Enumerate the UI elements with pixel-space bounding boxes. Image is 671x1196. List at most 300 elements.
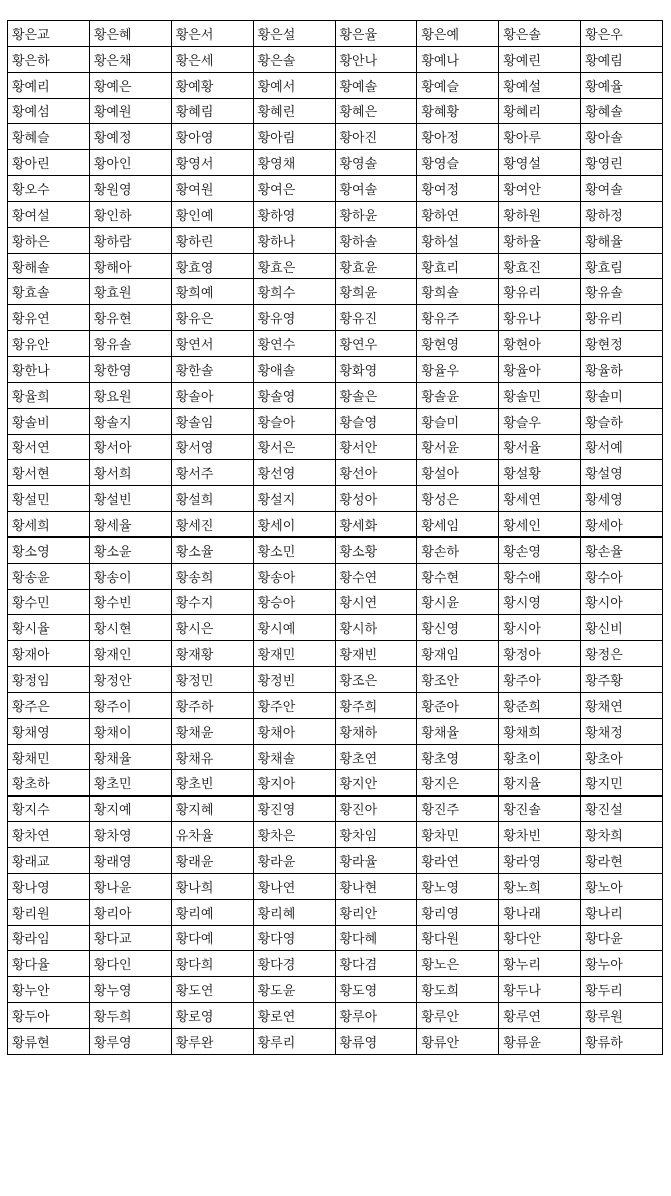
name-cell: 황은세 — [171, 46, 253, 72]
name-cell: 황차연 — [8, 822, 90, 848]
name-cell: 황서율 — [499, 434, 581, 460]
name-cell: 황율아 — [499, 356, 581, 382]
name-cell: 황차은 — [253, 822, 335, 848]
name-cell: 황다율 — [8, 951, 90, 977]
name-cell: 황시영 — [499, 589, 581, 615]
name-cell: 황손하 — [417, 537, 499, 563]
name-cell: 황노아 — [581, 873, 663, 899]
name-cell: 황예솔 — [335, 72, 417, 98]
name-cell: 황하영 — [253, 201, 335, 227]
name-cell: 황류현 — [8, 1028, 90, 1054]
name-cell: 황효윤 — [335, 253, 417, 279]
name-cell: 황요원 — [89, 382, 171, 408]
name-cell: 황여원 — [171, 176, 253, 202]
name-cell: 황세연 — [499, 486, 581, 512]
name-cell: 황유솔 — [581, 279, 663, 305]
name-cell: 황송희 — [171, 563, 253, 589]
name-cell: 황은하 — [8, 46, 90, 72]
name-cell: 황솔미 — [581, 382, 663, 408]
table-row — [8, 176, 663, 202]
table-row — [8, 46, 663, 72]
name-cell: 황율하 — [581, 356, 663, 382]
name-cell: 황초영 — [417, 744, 499, 770]
table-row — [8, 460, 663, 486]
name-cell: 황애솔 — [253, 356, 335, 382]
name-cell: 황두희 — [89, 1003, 171, 1029]
name-cell: 황아정 — [417, 124, 499, 150]
name-cell: 황아루 — [499, 124, 581, 150]
name-cell: 황시윤 — [417, 589, 499, 615]
table-row — [8, 227, 663, 253]
name-cell: 황소율 — [171, 537, 253, 563]
name-cell: 황채유 — [171, 744, 253, 770]
name-cell: 황하설 — [417, 227, 499, 253]
name-cell: 황수빈 — [89, 589, 171, 615]
table-row — [8, 253, 663, 279]
name-cell: 황도윤 — [253, 977, 335, 1003]
name-cell: 황화영 — [335, 356, 417, 382]
name-cell: 황하은 — [8, 227, 90, 253]
name-cell: 황시은 — [171, 615, 253, 641]
name-cell: 황주아 — [499, 667, 581, 693]
name-cell: 황은솔 — [253, 46, 335, 72]
name-cell: 황예리 — [8, 72, 90, 98]
name-cell: 황서은 — [253, 434, 335, 460]
name-cell: 황소황 — [335, 537, 417, 563]
name-cell: 황슬영 — [335, 408, 417, 434]
name-cell: 황혜리 — [499, 98, 581, 124]
name-cell: 황류영 — [335, 1028, 417, 1054]
name-cell: 황수애 — [499, 563, 581, 589]
name-cell: 황설희 — [171, 486, 253, 512]
name-cell: 황신영 — [417, 615, 499, 641]
name-cell: 황하연 — [417, 201, 499, 227]
name-cell: 황유연 — [8, 305, 90, 331]
name-cell: 황효진 — [499, 253, 581, 279]
name-cell: 황한솔 — [171, 356, 253, 382]
table-row — [8, 21, 663, 47]
name-cell: 황루아 — [335, 1003, 417, 1029]
table-row — [8, 279, 663, 305]
name-cell: 황도희 — [417, 977, 499, 1003]
name-cell: 황한영 — [89, 356, 171, 382]
name-cell: 황은혜 — [89, 21, 171, 47]
name-cell: 황은율 — [335, 21, 417, 47]
name-cell: 황채율 — [417, 718, 499, 744]
name-cell: 황해아 — [89, 253, 171, 279]
name-sheet — [7, 20, 663, 1055]
name-cell: 황리예 — [171, 899, 253, 925]
name-cell: 황시현 — [89, 615, 171, 641]
name-cell: 황원영 — [89, 176, 171, 202]
name-cell: 황나래 — [499, 899, 581, 925]
table-row — [8, 1003, 663, 1029]
name-cell: 황희수 — [253, 279, 335, 305]
name-cell: 황루원 — [581, 1003, 663, 1029]
table-row — [8, 848, 663, 874]
name-cell: 황채영 — [8, 718, 90, 744]
table-row — [8, 356, 663, 382]
name-cell: 황서연 — [8, 434, 90, 460]
name-cell: 황은교 — [8, 21, 90, 47]
name-cell: 황정안 — [89, 667, 171, 693]
name-cell: 황진설 — [581, 796, 663, 822]
name-cell: 황나연 — [253, 873, 335, 899]
name-cell: 황시아 — [499, 615, 581, 641]
name-cell: 황채하 — [335, 718, 417, 744]
name-cell: 황준아 — [417, 692, 499, 718]
name-cell: 황유나 — [499, 305, 581, 331]
name-cell: 황로영 — [171, 1003, 253, 1029]
name-cell: 황유리 — [581, 305, 663, 331]
name-cell: 황하율 — [499, 227, 581, 253]
table-row — [8, 744, 663, 770]
name-cell: 황예섬 — [8, 98, 90, 124]
name-cell: 황설빈 — [89, 486, 171, 512]
name-cell: 황다인 — [89, 951, 171, 977]
name-cell: 황설지 — [253, 486, 335, 512]
name-cell: 황차임 — [335, 822, 417, 848]
name-cell: 황하나 — [253, 227, 335, 253]
name-cell: 황효리 — [417, 253, 499, 279]
name-cell: 황효솔 — [8, 279, 90, 305]
name-cell: 황혜슬 — [8, 124, 90, 150]
name-cell: 황수지 — [171, 589, 253, 615]
name-cell: 황루안 — [417, 1003, 499, 1029]
name-cell: 황하솔 — [335, 227, 417, 253]
name-cell: 황채솔 — [253, 744, 335, 770]
name-cell: 황서주 — [171, 460, 253, 486]
name-cell: 황차빈 — [499, 822, 581, 848]
name-cell: 황솔윤 — [417, 382, 499, 408]
table-row — [8, 718, 663, 744]
table-row — [8, 563, 663, 589]
name-cell: 황준희 — [499, 692, 581, 718]
name-cell: 황하윤 — [335, 201, 417, 227]
name-cell: 황솔아 — [171, 382, 253, 408]
name-cell: 황해솔 — [8, 253, 90, 279]
name-cell: 황두나 — [499, 977, 581, 1003]
name-cell: 황예황 — [171, 72, 253, 98]
name-cell: 황예나 — [417, 46, 499, 72]
name-cell: 황리아 — [89, 899, 171, 925]
name-cell: 황예율 — [581, 72, 663, 98]
table-row — [8, 72, 663, 98]
name-cell: 황도영 — [335, 977, 417, 1003]
name-cell: 황서예 — [581, 434, 663, 460]
table-row — [8, 1028, 663, 1054]
name-cell: 황서현 — [8, 460, 90, 486]
name-cell: 황다원 — [417, 925, 499, 951]
name-cell: 황초연 — [335, 744, 417, 770]
name-cell: 황현아 — [499, 331, 581, 357]
name-cell: 황노영 — [417, 873, 499, 899]
name-cell: 황효원 — [89, 279, 171, 305]
name-cell: 황안나 — [335, 46, 417, 72]
name-cell: 황연서 — [171, 331, 253, 357]
name-cell: 황도연 — [171, 977, 253, 1003]
name-cell: 황혜림 — [171, 98, 253, 124]
name-cell: 황초이 — [499, 744, 581, 770]
name-cell: 황희윤 — [335, 279, 417, 305]
name-cell: 황소윤 — [89, 537, 171, 563]
name-cell: 황노희 — [499, 873, 581, 899]
name-cell: 황지혜 — [171, 796, 253, 822]
name-cell: 황채희 — [499, 718, 581, 744]
name-cell: 황세희 — [8, 512, 90, 538]
name-cell: 황라임 — [8, 925, 90, 951]
name-cell: 황오수 — [8, 176, 90, 202]
table-row — [8, 899, 663, 925]
name-cell: 황예은 — [89, 72, 171, 98]
name-cell: 황차희 — [581, 822, 663, 848]
table-row — [8, 408, 663, 434]
name-cell: 황채윤 — [171, 718, 253, 744]
name-cell: 황시예 — [253, 615, 335, 641]
name-cell: 황주안 — [253, 692, 335, 718]
name-cell: 황예린 — [499, 46, 581, 72]
name-cell: 황혜솔 — [581, 98, 663, 124]
name-cell: 황라윤 — [253, 848, 335, 874]
name-cell: 황성아 — [335, 486, 417, 512]
name-cell: 황세화 — [335, 512, 417, 538]
name-cell: 황설아 — [417, 460, 499, 486]
name-cell: 황재인 — [89, 641, 171, 667]
name-cell: 황연수 — [253, 331, 335, 357]
name-cell: 황정빈 — [253, 667, 335, 693]
table-row — [8, 641, 663, 667]
name-cell: 황혜은 — [335, 98, 417, 124]
name-cell: 황은채 — [89, 46, 171, 72]
name-cell: 황차민 — [417, 822, 499, 848]
name-cell: 황승아 — [253, 589, 335, 615]
name-cell: 황세이 — [253, 512, 335, 538]
name-table-body — [8, 21, 663, 1055]
name-cell: 황조은 — [335, 667, 417, 693]
name-cell: 황한나 — [8, 356, 90, 382]
name-cell: 황영설 — [499, 150, 581, 176]
name-cell: 황슬우 — [499, 408, 581, 434]
name-cell: 황정민 — [171, 667, 253, 693]
name-cell: 황라현 — [581, 848, 663, 874]
name-cell: 황솔은 — [335, 382, 417, 408]
name-cell: 황다겸 — [335, 951, 417, 977]
name-cell: 황슬아 — [253, 408, 335, 434]
name-cell: 황효림 — [581, 253, 663, 279]
name-cell: 황솔민 — [499, 382, 581, 408]
name-cell: 황영채 — [253, 150, 335, 176]
name-cell: 황효영 — [171, 253, 253, 279]
name-cell: 황수민 — [8, 589, 90, 615]
name-cell: 황다희 — [171, 951, 253, 977]
name-cell: 황조안 — [417, 667, 499, 693]
name-cell: 황지수 — [8, 796, 90, 822]
name-cell: 황세임 — [417, 512, 499, 538]
name-cell: 황송이 — [89, 563, 171, 589]
name-cell: 황시아 — [581, 589, 663, 615]
name-cell: 황인예 — [171, 201, 253, 227]
name-cell: 황유솔 — [89, 331, 171, 357]
name-cell: 황영린 — [581, 150, 663, 176]
name-cell: 황아인 — [89, 150, 171, 176]
name-cell: 황예원 — [89, 98, 171, 124]
name-cell: 황은솔 — [499, 21, 581, 47]
name-cell: 황다혜 — [335, 925, 417, 951]
name-cell: 황지예 — [89, 796, 171, 822]
name-cell: 황세인 — [499, 512, 581, 538]
name-cell: 황루완 — [171, 1028, 253, 1054]
name-cell: 황솔지 — [89, 408, 171, 434]
name-cell: 황로연 — [253, 1003, 335, 1029]
name-cell: 황재황 — [171, 641, 253, 667]
name-cell: 황재빈 — [335, 641, 417, 667]
name-cell: 황해율 — [581, 227, 663, 253]
table-row — [8, 537, 663, 563]
name-cell: 황나리 — [581, 899, 663, 925]
name-cell: 황솔임 — [171, 408, 253, 434]
name-cell: 황설영 — [581, 460, 663, 486]
name-cell: 황아림 — [253, 124, 335, 150]
table-row — [8, 873, 663, 899]
name-cell: 황차영 — [89, 822, 171, 848]
name-cell: 황영슬 — [417, 150, 499, 176]
name-cell: 황재민 — [253, 641, 335, 667]
name-cell: 황송윤 — [8, 563, 90, 589]
name-cell: 황지민 — [581, 770, 663, 796]
name-cell: 황아영 — [171, 124, 253, 150]
table-row — [8, 305, 663, 331]
name-cell: 황솔영 — [253, 382, 335, 408]
name-cell: 황초하 — [8, 770, 90, 796]
name-cell: 황주황 — [581, 667, 663, 693]
name-cell: 황진주 — [417, 796, 499, 822]
name-cell: 황류하 — [581, 1028, 663, 1054]
name-cell: 황리원 — [8, 899, 90, 925]
name-cell: 황은예 — [417, 21, 499, 47]
name-cell: 황라영 — [499, 848, 581, 874]
table-row — [8, 951, 663, 977]
name-cell: 황래교 — [8, 848, 90, 874]
name-cell: 황채민 — [8, 744, 90, 770]
table-row — [8, 124, 663, 150]
name-cell: 황주이 — [89, 692, 171, 718]
name-cell: 황시연 — [335, 589, 417, 615]
name-cell: 황소민 — [253, 537, 335, 563]
name-cell: 황슬미 — [417, 408, 499, 434]
name-cell: 황희예 — [171, 279, 253, 305]
name-cell: 황여솔 — [581, 176, 663, 202]
name-cell: 황하원 — [499, 201, 581, 227]
name-cell: 황유주 — [417, 305, 499, 331]
name-cell: 황서윤 — [417, 434, 499, 460]
name-cell: 황초빈 — [171, 770, 253, 796]
name-cell: 황다예 — [171, 925, 253, 951]
name-cell: 황수아 — [581, 563, 663, 589]
name-cell: 황유안 — [8, 331, 90, 357]
name-cell: 황현정 — [581, 331, 663, 357]
name-cell: 황하람 — [89, 227, 171, 253]
name-cell: 황예설 — [499, 72, 581, 98]
name-cell: 황율희 — [8, 382, 90, 408]
table-row — [8, 667, 663, 693]
name-cell: 황은설 — [253, 21, 335, 47]
name-cell: 황영솔 — [335, 150, 417, 176]
name-cell: 황리혜 — [253, 899, 335, 925]
name-cell: 황율우 — [417, 356, 499, 382]
name-cell: 황초민 — [89, 770, 171, 796]
name-cell: 황채율 — [89, 744, 171, 770]
table-row — [8, 150, 663, 176]
name-cell: 황은우 — [581, 21, 663, 47]
name-cell: 황지아 — [253, 770, 335, 796]
name-cell: 황유영 — [253, 305, 335, 331]
name-cell: 황손영 — [499, 537, 581, 563]
name-cell: 황나윤 — [89, 873, 171, 899]
name-cell: 황누안 — [8, 977, 90, 1003]
table-row — [8, 977, 663, 1003]
name-cell: 황다교 — [89, 925, 171, 951]
name-cell: 황서희 — [89, 460, 171, 486]
name-cell: 황주희 — [335, 692, 417, 718]
name-cell: 황서안 — [335, 434, 417, 460]
name-cell: 황루리 — [253, 1028, 335, 1054]
table-row — [8, 692, 663, 718]
name-cell: 황재임 — [417, 641, 499, 667]
name-cell: 황누리 — [499, 951, 581, 977]
name-cell: 황라연 — [417, 848, 499, 874]
name-cell: 황루연 — [499, 1003, 581, 1029]
name-cell: 황효은 — [253, 253, 335, 279]
table-row — [8, 331, 663, 357]
name-cell: 황나영 — [8, 873, 90, 899]
name-cell: 황라율 — [335, 848, 417, 874]
name-cell: 황유은 — [171, 305, 253, 331]
name-cell: 황연우 — [335, 331, 417, 357]
name-cell: 황나희 — [171, 873, 253, 899]
name-cell: 황채이 — [89, 718, 171, 744]
name-cell: 황정아 — [499, 641, 581, 667]
name-cell: 황서아 — [89, 434, 171, 460]
name-cell: 황두리 — [581, 977, 663, 1003]
name-cell: 황희솔 — [417, 279, 499, 305]
name-cell: 유차율 — [171, 822, 253, 848]
table-row — [8, 434, 663, 460]
name-cell: 황수연 — [335, 563, 417, 589]
name-cell: 황서영 — [171, 434, 253, 460]
name-cell: 황예서 — [253, 72, 335, 98]
name-cell: 황노은 — [417, 951, 499, 977]
name-cell: 황송아 — [253, 563, 335, 589]
name-cell: 황신비 — [581, 615, 663, 641]
name-cell: 황주은 — [8, 692, 90, 718]
name-cell: 황다안 — [499, 925, 581, 951]
table-row — [8, 615, 663, 641]
name-table — [7, 20, 663, 1055]
name-cell: 황혜황 — [417, 98, 499, 124]
name-cell: 황아린 — [8, 150, 90, 176]
name-cell: 황하정 — [581, 201, 663, 227]
table-row — [8, 822, 663, 848]
name-cell: 황여안 — [499, 176, 581, 202]
table-row — [8, 201, 663, 227]
name-cell: 황류안 — [417, 1028, 499, 1054]
table-row — [8, 382, 663, 408]
name-cell: 황손율 — [581, 537, 663, 563]
name-cell: 황하린 — [171, 227, 253, 253]
table-row — [8, 925, 663, 951]
name-cell: 황주하 — [171, 692, 253, 718]
name-cell: 황누영 — [89, 977, 171, 1003]
